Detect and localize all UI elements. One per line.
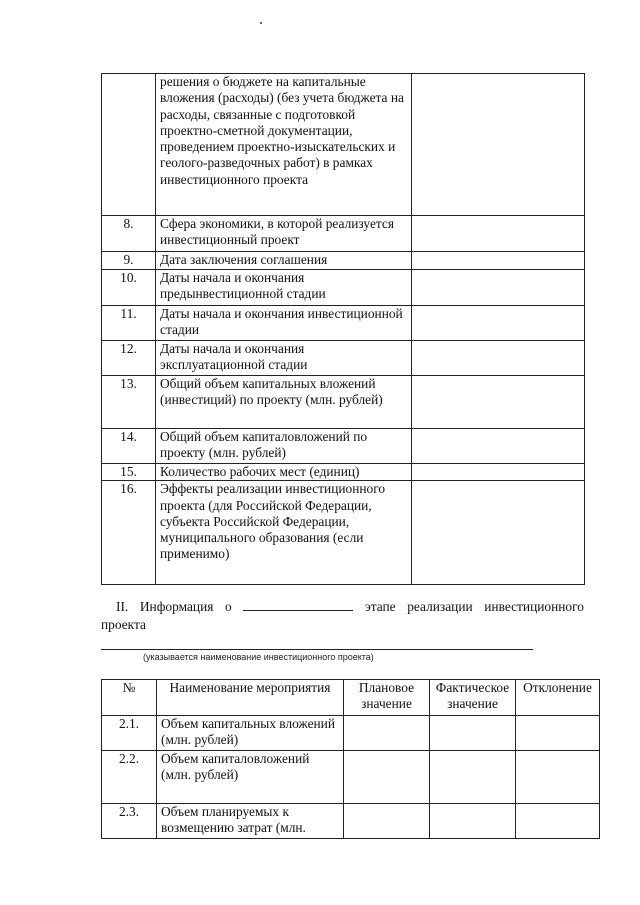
value-cell[interactable] bbox=[412, 216, 585, 252]
table-row bbox=[102, 74, 585, 216]
column-header: Плановое значение bbox=[344, 680, 430, 716]
table-header-row bbox=[102, 680, 600, 716]
table-row bbox=[102, 716, 600, 751]
value-cell[interactable] bbox=[412, 376, 585, 429]
row-label: Общий объем капиталовложений по проекту (млн. рублей) bbox=[156, 429, 412, 464]
actual-value-cell[interactable] bbox=[430, 716, 516, 751]
project-info-table bbox=[101, 73, 585, 585]
row-label: Объем капитальных вложений (млн. рублей) bbox=[157, 716, 344, 751]
table-row bbox=[102, 270, 585, 306]
value-cell[interactable] bbox=[412, 341, 585, 376]
table-row bbox=[102, 804, 600, 839]
row-number: 2.3. bbox=[102, 804, 157, 839]
section-title-line: проекта bbox=[101, 617, 146, 632]
table-row bbox=[102, 252, 585, 270]
row-number: 15. bbox=[102, 464, 156, 481]
row-label: Общий объем капитальных вложений (инвестиций) по проекту (млн. рублей) bbox=[156, 376, 412, 429]
value-cell[interactable] bbox=[412, 252, 585, 270]
column-header: Наименование мероприятия bbox=[157, 680, 344, 716]
row-number: 2.1. bbox=[102, 716, 157, 751]
value-cell[interactable] bbox=[412, 270, 585, 306]
row-label: Сфера экономики, в которой реализуется инвестиционный проект bbox=[156, 216, 412, 252]
row-label: Объем капиталовложений (млн. рублей) bbox=[157, 751, 344, 804]
value-cell[interactable] bbox=[412, 74, 585, 216]
row-label: Количество рабочих мест (единиц) bbox=[156, 464, 412, 481]
value-cell[interactable] bbox=[412, 306, 585, 341]
row-number: 13. bbox=[102, 376, 156, 429]
row-number: 11. bbox=[102, 306, 156, 341]
row-number: 9. bbox=[102, 252, 156, 270]
row-number bbox=[102, 74, 156, 216]
section-title-part: II. Информация о bbox=[116, 599, 232, 614]
table-row bbox=[102, 341, 585, 376]
section-title-part: этапе реализации инвестиционного bbox=[364, 599, 584, 614]
planned-value-cell[interactable] bbox=[344, 716, 430, 751]
stage-info-table bbox=[101, 679, 600, 839]
deviation-cell[interactable] bbox=[516, 716, 600, 751]
deviation-cell[interactable] bbox=[516, 804, 600, 839]
table-row bbox=[102, 216, 585, 252]
row-label: Даты начала и окончания инвестиционной стадии bbox=[156, 306, 412, 341]
row-label: Эффекты реализации инвестиционного проекта (для Российской Федерации, субъекта Российской Федерации, муниципального образования (если применимо) bbox=[156, 481, 412, 585]
row-label: Даты начала и окончания предынвестиционной стадии bbox=[156, 270, 412, 306]
row-label: решения о бюджете на капитальные вложения (расходы) (без учета бюджета на расходы, связанные с подготовкой проектно-сметной документации, проведением проектно-изыскательских и геолого-разведочных работ) в рамках инвестиционного проекта bbox=[156, 74, 412, 216]
row-label: Дата заключения соглашения bbox=[156, 252, 412, 270]
table-row bbox=[102, 429, 585, 464]
row-number: 2.2. bbox=[102, 751, 157, 804]
deviation-cell[interactable] bbox=[516, 751, 600, 804]
section-title bbox=[101, 598, 584, 634]
value-cell[interactable] bbox=[412, 464, 585, 481]
column-header: № bbox=[102, 680, 157, 716]
row-label: Объем планируемых к возмещению затрат (млн. bbox=[157, 804, 344, 839]
row-number: 16. bbox=[102, 481, 156, 585]
planned-value-cell[interactable] bbox=[344, 751, 430, 804]
actual-value-cell[interactable] bbox=[430, 804, 516, 839]
table-row bbox=[102, 751, 600, 804]
row-label: Даты начала и окончания эксплуатационной стадии bbox=[156, 341, 412, 376]
row-number: 10. bbox=[102, 270, 156, 306]
table-row bbox=[102, 306, 585, 341]
stage-blank-field[interactable] bbox=[243, 598, 353, 611]
value-cell[interactable] bbox=[412, 429, 585, 464]
column-header: Отклонение bbox=[516, 680, 600, 716]
column-header: Фактическое значение bbox=[430, 680, 516, 716]
value-cell[interactable] bbox=[412, 481, 585, 585]
row-number: 14. bbox=[102, 429, 156, 464]
project-name-blank-field[interactable] bbox=[101, 649, 533, 650]
page-mark bbox=[260, 22, 262, 24]
actual-value-cell[interactable] bbox=[430, 751, 516, 804]
section-title-line bbox=[101, 598, 584, 616]
planned-value-cell[interactable] bbox=[344, 804, 430, 839]
row-number: 8. bbox=[102, 216, 156, 252]
table-row bbox=[102, 481, 585, 585]
table-row bbox=[102, 376, 585, 429]
table-row bbox=[102, 464, 585, 481]
row-number: 12. bbox=[102, 341, 156, 376]
field-caption: (указывается наименование инвестиционного проекта) bbox=[143, 652, 374, 662]
